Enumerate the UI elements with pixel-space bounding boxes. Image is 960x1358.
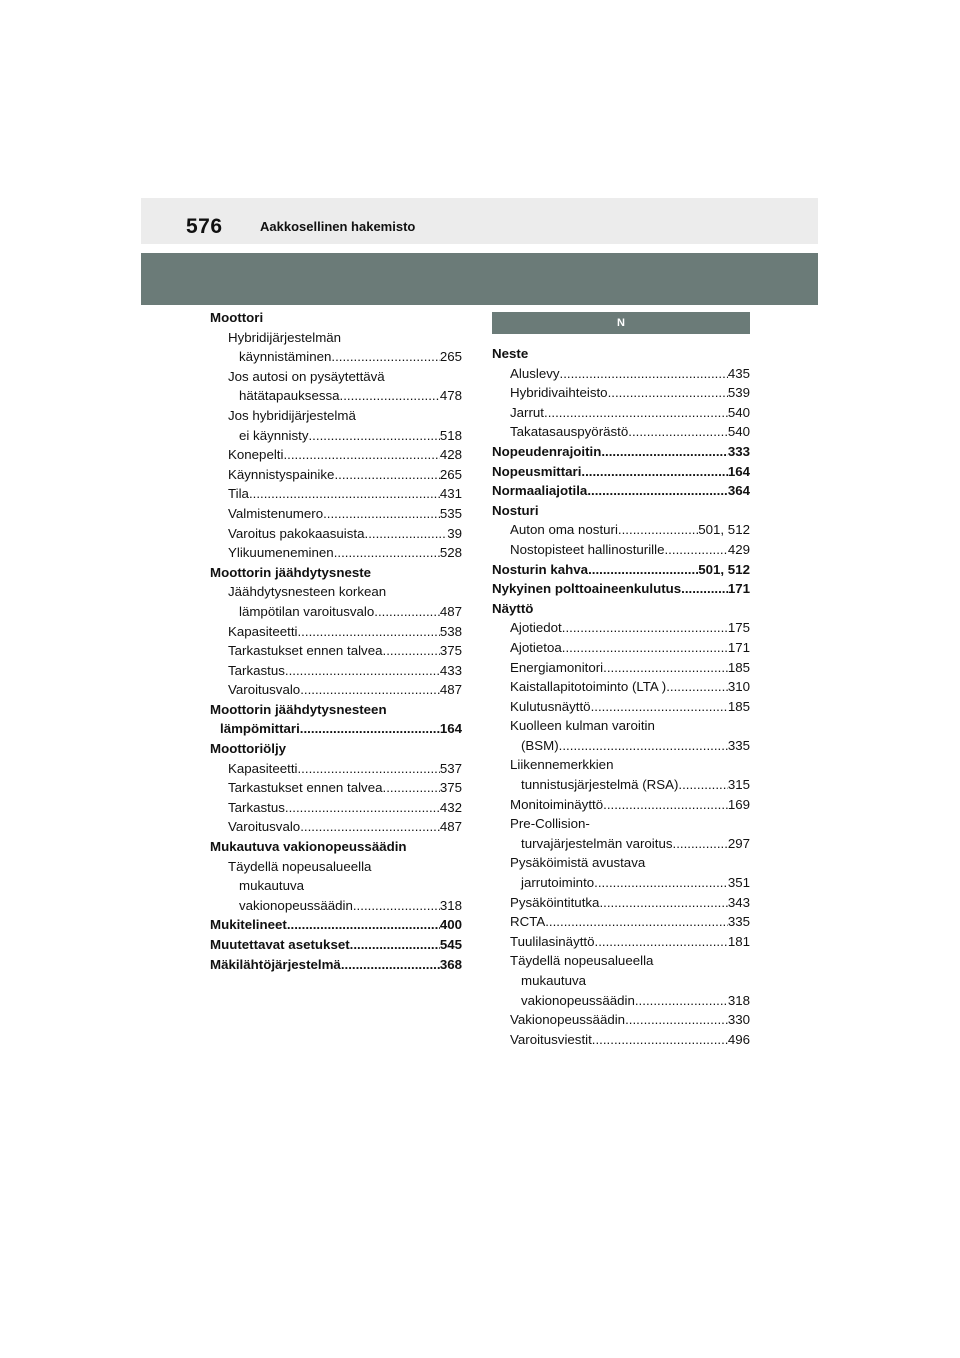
index-entry [492, 638, 750, 658]
dot-leader [595, 932, 728, 952]
index-entry [210, 641, 462, 661]
dot-leader [323, 504, 440, 524]
index-entry [492, 442, 750, 462]
entry-label: Pysäköintitutka [510, 894, 600, 910]
index-heading: Moottoriöljy [210, 741, 287, 757]
entry-label: Kulutusnäyttö [510, 698, 591, 714]
page-reference: 318 [727, 992, 750, 1008]
page-reference: 335 [727, 737, 750, 753]
index-entry [492, 658, 750, 678]
entry-label: Normaaliajotila [492, 483, 588, 499]
page-reference: 487 [439, 603, 462, 619]
index-heading: Neste [492, 346, 529, 361]
dot-leader [603, 795, 728, 815]
dot-leader [383, 778, 440, 798]
page-reference: 164 [439, 721, 462, 737]
page-reference: 545 [439, 937, 462, 952]
dot-leader [562, 618, 728, 638]
dot-leader [559, 736, 728, 756]
entry-label: käynnistäminen [239, 349, 332, 365]
dot-leader [353, 896, 440, 916]
entry-label: Ajotietoa [510, 639, 562, 655]
index-heading: Näyttö [492, 600, 534, 616]
page-reference: 343 [727, 894, 750, 910]
entry-label: vakionopeussäädin [239, 897, 353, 913]
index-entry [492, 893, 750, 913]
index-entry [492, 775, 750, 795]
index-entry [210, 484, 462, 504]
page-reference: 496 [727, 1031, 750, 1047]
page-reference: 297 [727, 835, 750, 851]
index-entry [210, 896, 462, 916]
index-entry [492, 1010, 750, 1030]
page-reference: 375 [439, 780, 462, 796]
entry-label: Nykyinen polttoaineenkulutus [492, 581, 682, 597]
index-entry [492, 481, 750, 501]
entry-label: Varoitusviestit [510, 1031, 592, 1047]
dot-leader [625, 1010, 728, 1030]
index-entry [492, 795, 750, 815]
page-reference: 540 [727, 404, 750, 420]
index-entry [492, 383, 750, 403]
index-entry [210, 955, 462, 975]
page-reference: 540 [727, 424, 750, 440]
index-entry [492, 540, 750, 560]
entry-label: (BSM) [521, 737, 559, 753]
index-entry [492, 834, 750, 854]
index-entry [210, 465, 462, 485]
header-band [141, 253, 818, 305]
dot-leader [300, 817, 440, 837]
page-reference: 315 [727, 777, 750, 793]
index-entry [210, 915, 462, 935]
dot-leader [334, 543, 440, 563]
index-entry [210, 504, 462, 524]
dot-leader [297, 622, 439, 642]
entry-label: Käynnistyspainike [228, 466, 335, 482]
entry-label: ei käynnisty [239, 427, 309, 443]
index-subheading: Pysäköimistä avustava [510, 855, 646, 871]
entry-label: Muutettavat asetukset [210, 937, 350, 952]
index-list-right [492, 344, 750, 1049]
entry-label: Mäkilähtöjärjestelmä [210, 956, 341, 972]
page-reference: 185 [727, 698, 750, 714]
page-reference: 429 [727, 541, 750, 557]
index-entry [492, 873, 750, 893]
dot-leader [545, 912, 728, 932]
dot-leader [588, 560, 698, 580]
dot-leader [608, 383, 728, 403]
page-reference: 428 [439, 447, 462, 463]
index-entry [210, 719, 462, 739]
page-reference: 487 [439, 819, 462, 835]
entry-label: Auton oma nosturi [510, 522, 618, 538]
index-entry [492, 1030, 750, 1050]
index-heading: Moottorin jäähdytysnesteen [210, 701, 387, 717]
page-reference: 169 [727, 796, 750, 812]
index-entry [210, 935, 462, 955]
index-subheading: Jos autosi on pysäytettävä [228, 368, 385, 384]
index-subheading: Pre-Collision- [510, 816, 590, 832]
entry-label: Energiamonitori [510, 659, 604, 675]
entry-label: tunnistusjärjestelmä (RSA) [521, 777, 679, 793]
index-entry [492, 991, 750, 1011]
page-number: 576 [186, 215, 223, 238]
entry-label: RCTA [510, 914, 546, 930]
index-heading: Moottori [210, 310, 264, 325]
page-reference: 171 [727, 581, 750, 597]
entry-label: Ajotiedot [510, 620, 562, 636]
page-reference: 333 [727, 443, 750, 459]
page-reference: 432 [439, 799, 462, 815]
dot-leader [587, 481, 727, 501]
entry-label: Tila [228, 486, 249, 502]
entry-label: Kapasiteetti [228, 760, 298, 776]
index-entry [210, 386, 462, 406]
entry-label: lämpötilan varoitusvalo [239, 603, 375, 619]
dot-leader [331, 347, 439, 367]
page-reference: 535 [439, 505, 462, 521]
page-reference: 351 [727, 875, 750, 891]
index-entry [210, 445, 462, 465]
dot-leader [628, 422, 728, 442]
dot-leader [599, 893, 727, 913]
entry-label: hätätapauksessa [239, 388, 340, 404]
dot-leader [635, 991, 728, 1011]
page-reference: 538 [439, 623, 462, 639]
entry-label: Vakionopeussäädin [510, 1012, 626, 1028]
entry-label: Konepelti [228, 447, 284, 463]
dot-leader [285, 661, 440, 681]
entry-label: Tuulilasinäyttö [510, 933, 595, 949]
dot-leader [603, 658, 728, 678]
index-entry [210, 622, 462, 642]
page-reference: 368 [439, 956, 462, 972]
page-reference: 171 [727, 639, 750, 655]
index-column-right [492, 312, 750, 1049]
entry-label: Nopeudenrajoitin [492, 443, 602, 459]
dot-leader [673, 834, 728, 854]
dot-leader [618, 520, 698, 540]
index-entry [210, 817, 462, 837]
section-letter-bar: N [492, 312, 750, 334]
dot-leader [285, 798, 440, 818]
dot-leader [581, 462, 727, 482]
entry-label: Jarrut [510, 404, 544, 420]
index-entry [492, 560, 750, 580]
index-subheading: Hybridijärjestelmän [228, 329, 342, 345]
page-reference: 330 [727, 1012, 750, 1028]
entry-label: Monitoiminäyttö [510, 796, 604, 812]
dot-leader [365, 524, 448, 544]
dot-leader [681, 579, 728, 599]
index-entry [492, 932, 750, 952]
page-reference: 537 [439, 760, 462, 776]
entry-label: Nopeusmittari [492, 463, 582, 479]
dot-leader [664, 540, 727, 560]
index-entry [210, 426, 462, 446]
entry-label: Hybridivaihteisto [510, 385, 608, 401]
page-reference: 318 [439, 897, 462, 913]
entry-label: Varoitus pakokaasuista [228, 525, 365, 541]
dot-leader [601, 442, 727, 462]
page-reference: 478 [439, 388, 462, 404]
entry-label: vakionopeussäädin [521, 992, 635, 1008]
entry-label: Tarkastus [228, 662, 285, 678]
index-entry [210, 602, 462, 622]
index-entry [492, 618, 750, 638]
entry-label: Nostopisteet hallinosturille [510, 541, 665, 557]
page-reference: 487 [439, 682, 462, 698]
index-entry [492, 364, 750, 384]
dot-leader [341, 955, 440, 975]
entry-label: Kaistallapitotoiminto (LTA ) [510, 679, 667, 695]
index-entry [492, 579, 750, 599]
index-entry [210, 680, 462, 700]
header-bar [141, 198, 818, 244]
page-reference: 431 [439, 486, 462, 502]
dot-leader [666, 677, 728, 697]
index-subheading: Liikennemerkkien [510, 757, 614, 773]
index-subheading: Jäähdytysnesteen korkean [228, 584, 387, 600]
dot-leader [591, 697, 728, 717]
dot-leader [300, 680, 440, 700]
page-reference: 501, 512 [698, 561, 750, 577]
index-subheading: mukautuva [521, 973, 587, 988]
entry-label: lämpömittari [220, 721, 300, 737]
page-reference: 175 [727, 620, 750, 636]
index-entry [492, 422, 750, 442]
index-entry [210, 798, 462, 818]
entry-label: Tarkastus [228, 799, 285, 815]
index-subheading: Jos hybridijärjestelmä [228, 407, 356, 423]
index-subheading: Kuolleen kulman varoitin [510, 718, 655, 734]
index-entry [210, 524, 462, 544]
index-entry [492, 677, 750, 697]
dot-leader [334, 465, 439, 485]
dot-leader [383, 641, 440, 661]
index-subheading: Täydellä nopeusalueella [510, 953, 654, 969]
page-reference: 375 [439, 643, 462, 659]
dot-leader [678, 775, 727, 795]
entry-label: Varoitusvalo [228, 682, 301, 698]
dot-leader [283, 445, 439, 465]
dot-leader [544, 403, 728, 423]
dot-leader [374, 602, 440, 622]
page-reference: 518 [439, 427, 462, 443]
page-reference: 164 [727, 463, 750, 479]
index-subheading: Täydellä nopeusalueella [228, 858, 372, 874]
dot-leader [562, 638, 728, 658]
entry-label: Tarkastukset ennen talvea [228, 643, 383, 659]
entry-label: turvajärjestelmän varoitus [521, 835, 673, 851]
page-reference: 265 [439, 466, 462, 482]
page-title: Aakkosellinen hakemisto [260, 219, 416, 234]
index-heading: Nosturi [492, 502, 539, 518]
page-reference: 400 [439, 917, 462, 933]
dot-leader [592, 1030, 728, 1050]
entry-label: Varoitusvalo [228, 819, 301, 835]
index-heading: Mukautuva vakionopeussäädin [210, 839, 407, 855]
index-entry [210, 759, 462, 779]
index-entry [492, 403, 750, 423]
page-reference: 39 [447, 525, 462, 541]
entry-label: Kapasiteetti [228, 623, 298, 639]
index-entry [492, 912, 750, 932]
index-entry [210, 661, 462, 681]
page-reference: 185 [727, 659, 750, 675]
index-heading: Moottorin jäähdytysneste [210, 564, 372, 580]
index-subheading: mukautuva [239, 878, 305, 894]
dot-leader [249, 484, 440, 504]
dot-leader [308, 426, 439, 446]
dot-leader [560, 364, 728, 384]
page-reference: 501, 512 [698, 522, 750, 538]
dot-leader [297, 759, 439, 779]
page-reference: 539 [727, 385, 750, 401]
entry-label: Mukitelineet [210, 917, 287, 933]
entry-label: Valmistenumero [228, 505, 324, 521]
page-reference: 364 [727, 483, 750, 499]
index-entry [492, 462, 750, 482]
dot-leader [340, 386, 440, 406]
entry-label: Ylikuumeneminen [228, 545, 334, 561]
entry-label: Takatasauspyörästö [510, 424, 629, 440]
page-reference: 528 [439, 545, 462, 561]
entry-label: Aluslevy [510, 365, 560, 381]
index-entry [492, 697, 750, 717]
index-entry [210, 543, 462, 563]
page-reference: 435 [727, 365, 750, 381]
entry-label: Tarkastukset ennen talvea [228, 780, 383, 796]
page-reference: 310 [727, 679, 750, 695]
entry-label: Nosturin kahva [492, 561, 589, 577]
page-reference: 433 [439, 662, 462, 678]
page-reference: 265 [439, 349, 462, 365]
page-reference: 335 [727, 914, 750, 930]
dot-leader [300, 719, 440, 739]
entry-label: jarrutoiminto [521, 875, 595, 891]
dot-leader [594, 873, 728, 893]
index-entry [492, 736, 750, 756]
dot-leader [287, 915, 440, 935]
index-column-left [210, 308, 462, 974]
dot-leader [350, 935, 440, 955]
page-reference: 181 [727, 933, 750, 949]
index-entry [492, 520, 750, 540]
index-entry [210, 347, 462, 367]
index-entry [210, 778, 462, 798]
